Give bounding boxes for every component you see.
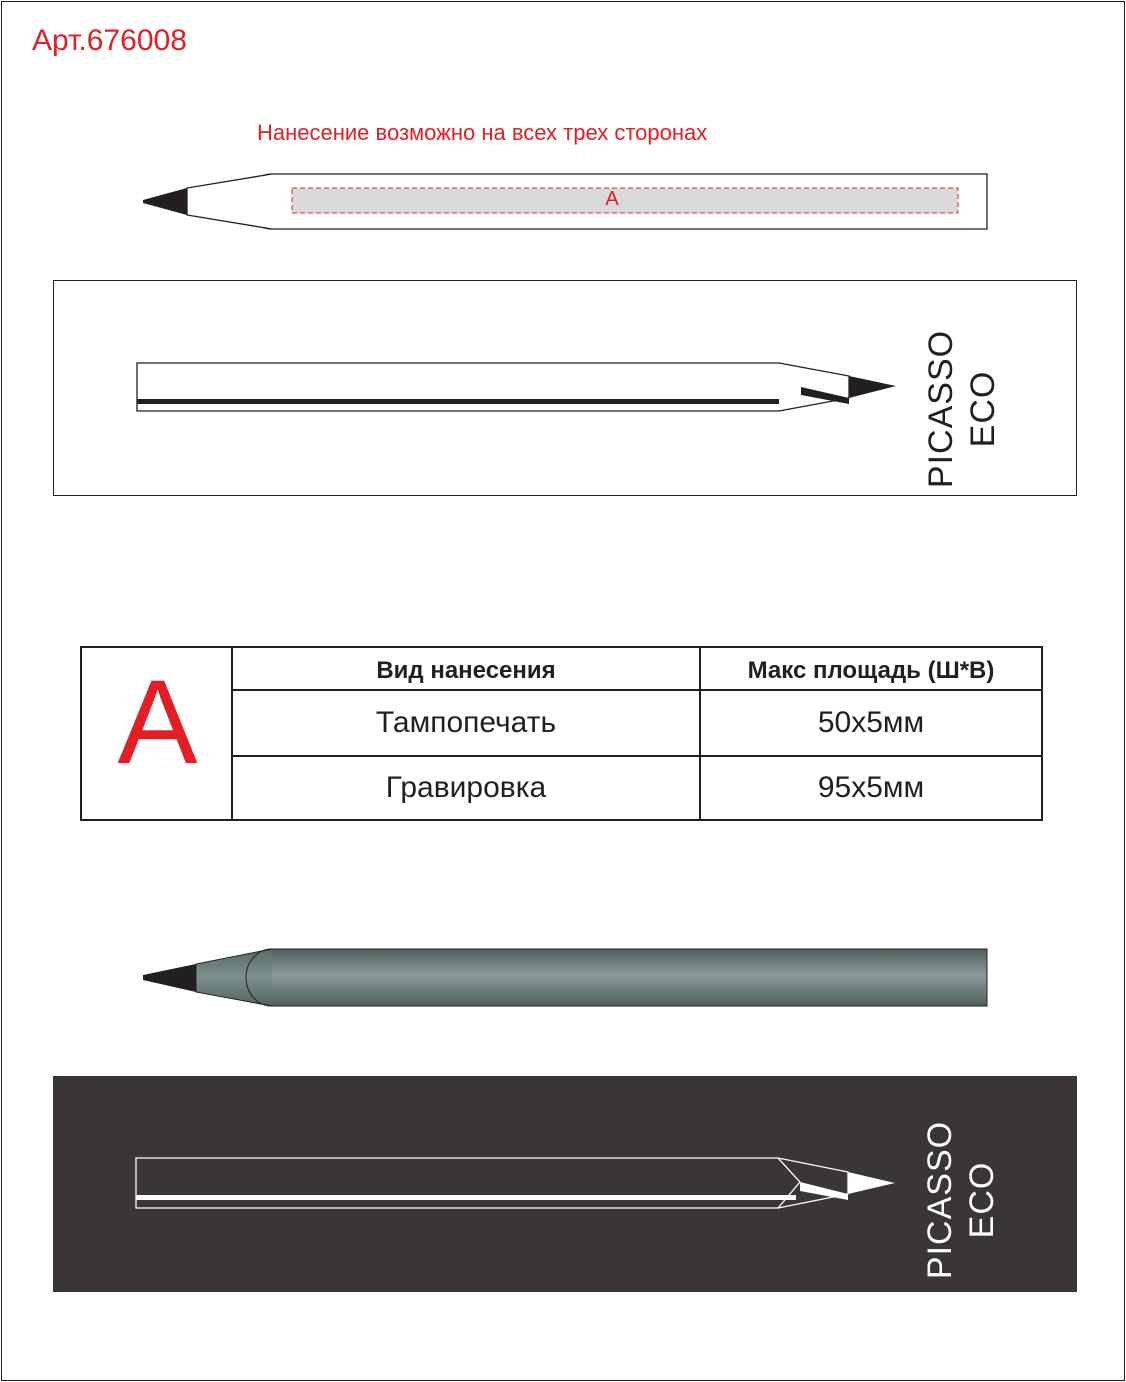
zone-letter: А (117, 655, 198, 789)
table-row (233, 691, 1041, 757)
package-dark (53, 1076, 1077, 1292)
header-method: Вид нанесения (233, 648, 701, 689)
pencil-color (143, 949, 987, 1006)
print-note: Нанесение возможно на всех трех сторонах (257, 120, 708, 145)
brand-logo-dark-box (919, 1110, 1003, 1290)
print-methods-table (80, 646, 1043, 821)
brand-line-2: ECO (963, 1161, 1001, 1239)
brand-line-1: PICASSO (921, 1120, 959, 1280)
zone-cell (82, 648, 233, 819)
brand-line-2: ECO (964, 370, 1002, 448)
brand-line-1: PICASSO (922, 329, 960, 489)
pencil-outline-top (143, 174, 987, 229)
print-zone-label: А (605, 188, 619, 210)
brand-logo-white-box (920, 319, 1004, 499)
package-white (53, 280, 1077, 496)
row-method: Тампопечать (233, 691, 701, 755)
row-method: Гравировка (233, 757, 701, 819)
article-number: Арт.676008 (32, 24, 187, 57)
table-row (233, 757, 1041, 819)
table-header-row (233, 648, 1041, 691)
row-size: 50х5мм (817, 706, 925, 739)
header-max-area: Макс площадь (Ш*В) (747, 656, 995, 684)
row-size: 95х5мм (817, 771, 925, 804)
